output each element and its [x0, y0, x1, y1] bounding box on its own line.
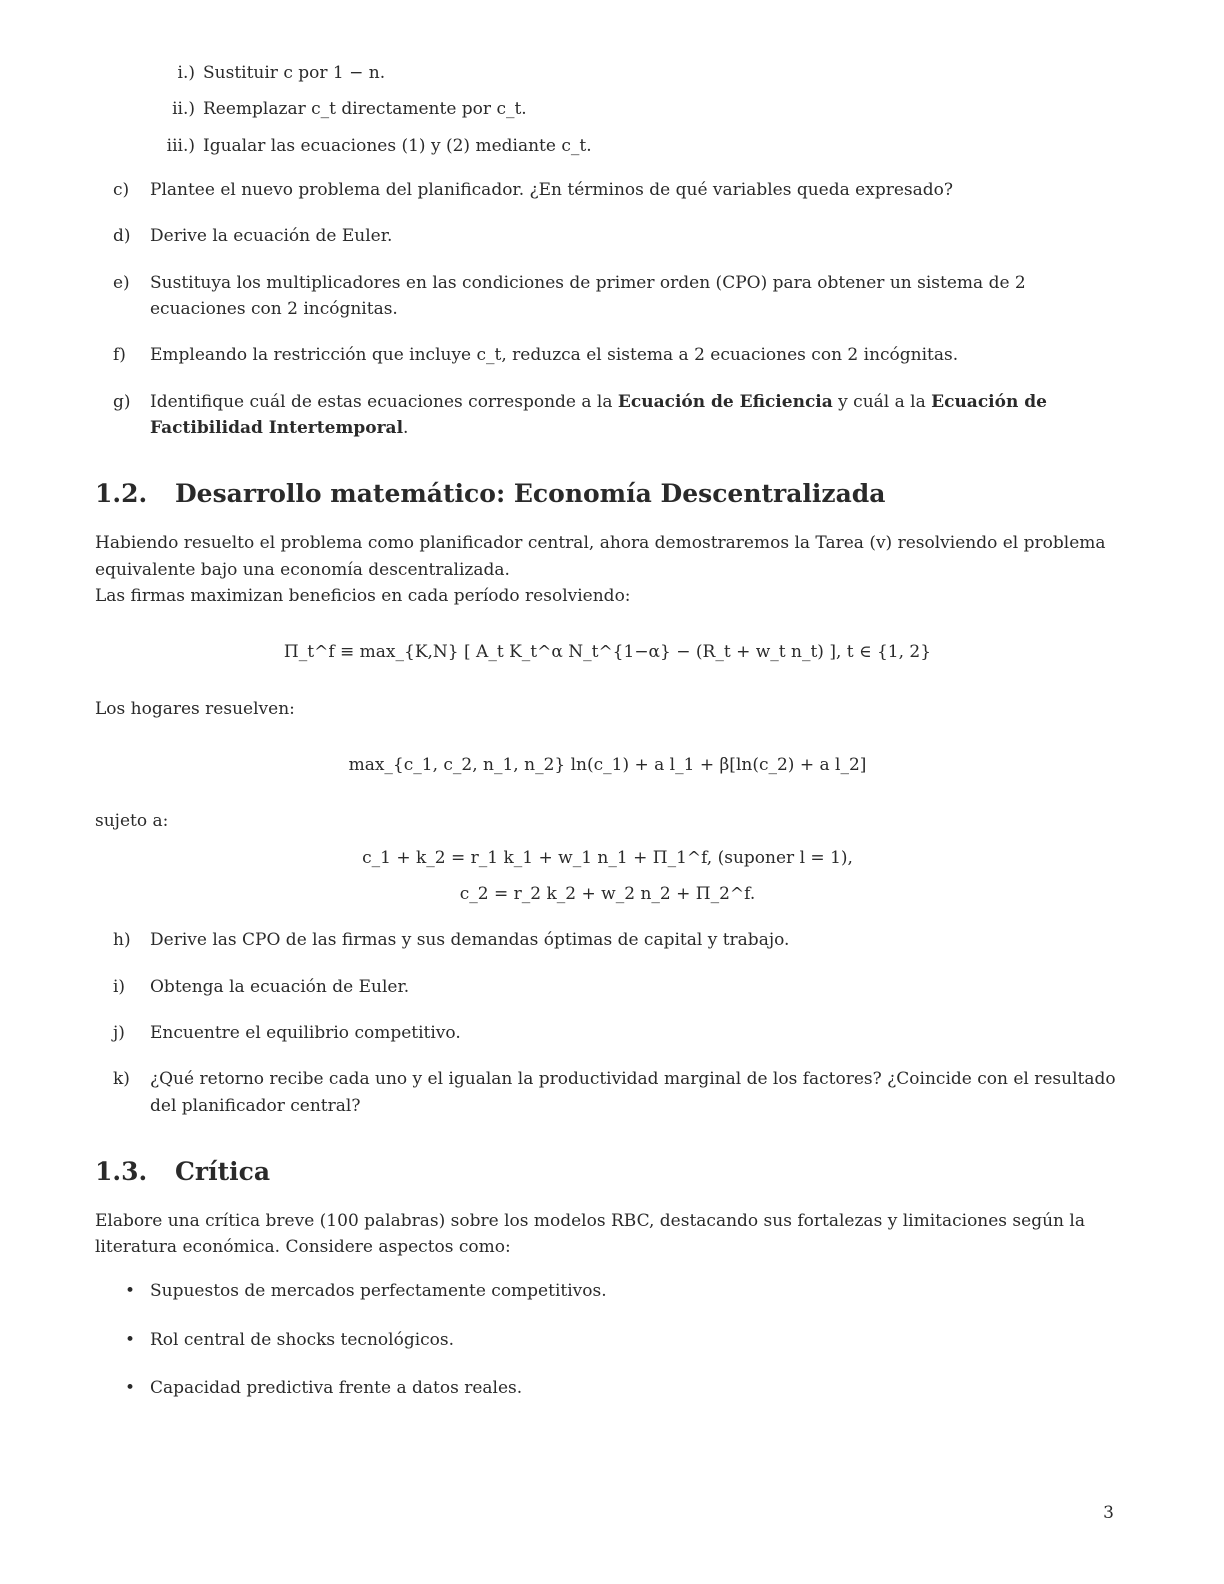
exercise-item-h	[95, 927, 1120, 953]
sub-item-text: Sustituir c por 1 − n.	[203, 63, 386, 83]
sub-item-iii	[95, 133, 1120, 159]
section-intro-line2: Las firmas maximizan beneficios en cada período resolviendo:	[95, 585, 631, 606]
item-text: Derive la ecuación de Euler.	[150, 226, 393, 247]
exercise-item-d	[95, 223, 1120, 249]
item-marker: i)	[113, 976, 126, 997]
exercise-item-i	[95, 974, 1120, 1000]
exercise-item-c	[95, 177, 1120, 203]
section-title: Desarrollo matemático: Economía Descentralizada	[175, 479, 886, 509]
item-marker: g)	[113, 391, 131, 412]
section-intro: Elabore una crítica breve (100 palabras) sobre los modelos RBC, destacando sus fortalezas y limitaciones según la literatura económica. Considere aspectos como:	[95, 1210, 1085, 1258]
item-text: ¿Qué retorno recibe cada uno y el igualan la productividad marginal de los factores? ¿Coincide con el resultado del planificador central?	[150, 1069, 1116, 1116]
item-text: Plantee el nuevo problema del planificador. ¿En términos de qué variables queda expresado?	[150, 180, 953, 201]
section-heading-1-3	[95, 1153, 1120, 1192]
section-title: Crítica	[175, 1157, 271, 1186]
bullet-text: Capacidad predictiva frente a datos reales.	[150, 1378, 523, 1399]
bullet-item	[95, 1375, 1120, 1401]
item-marker: d)	[113, 226, 131, 247]
bullet-item	[95, 1327, 1120, 1353]
households-label: Los hogares resuelven:	[95, 698, 295, 719]
sub-item-i	[95, 60, 1120, 86]
section-number: 1.2.	[95, 479, 148, 509]
page-number: 3	[1103, 1503, 1114, 1523]
section-intro: Habiendo resuelto el problema como planificador central, ahora demostraremos la Tarea (v) resolviendo el problema equivalente bajo una economía descentralizada.	[95, 533, 1106, 580]
household-objective-equation: max_{c_1, c_2, n_1, n_2} ln(c_1) + a l_1 + β[ln(c_2) + a l_2]	[348, 754, 867, 775]
item-marker: c)	[113, 180, 130, 201]
bullet-text: Rol central de shocks tecnológicos.	[150, 1329, 455, 1350]
bullet-text: Supuestos de mercados perfectamente competitivos.	[150, 1281, 607, 1302]
bullet-icon: •	[125, 1281, 136, 1302]
sub-item-marker: i.)	[177, 63, 195, 83]
bullet-item	[95, 1278, 1120, 1304]
exercise-item-g	[95, 389, 1120, 442]
item-text: Empleando la restricción que incluye c_t, reduzca el sistema a 2 ecuaciones con 2 incógnitas.	[150, 345, 959, 366]
item-text-post: .	[403, 418, 409, 439]
item-text-mid: y cuál a la	[832, 391, 932, 412]
bullet-icon: •	[125, 1378, 136, 1399]
item-marker: f)	[113, 345, 126, 366]
item-text: Sustituya los multiplicadores en las condiciones de primer orden (CPO) para obtener un sistema de 2 ecuaciones con 2 incógnitas.	[150, 272, 1026, 320]
exercise-item-j	[95, 1020, 1120, 1046]
subject-to-label: sujeto a:	[95, 811, 169, 832]
budget-constraint-2: c_2 = r_2 k_2 + w_2 n_2 + Π_2^f.	[459, 883, 756, 904]
item-marker: h)	[113, 930, 131, 951]
efficiency-equation-term: Ecuación de Eficiencia	[617, 391, 833, 412]
item-marker: j)	[113, 1022, 125, 1043]
item-text-pre: Identifique cuál de estas ecuaciones corresponde a la	[150, 391, 618, 412]
section-number: 1.3.	[95, 1157, 148, 1186]
sub-item-ii	[95, 96, 1120, 122]
exercise-item-f	[95, 342, 1120, 368]
sub-item-text: Igualar las ecuaciones (1) y (2) mediante c_t.	[203, 135, 592, 156]
bullet-icon: •	[125, 1329, 136, 1350]
item-text: Derive las CPO de las firmas y sus demandas óptimas de capital y trabajo.	[150, 930, 790, 951]
exercise-item-k	[95, 1066, 1120, 1119]
sub-item-marker: iii.)	[166, 135, 195, 156]
item-text: Obtenga la ecuación de Euler.	[150, 976, 410, 997]
page-content	[95, 60, 1120, 1423]
feasibility-equation-term: Ecuación de Factibilidad Intertemporal	[150, 391, 1047, 439]
budget-constraint-1: c_1 + k_2 = r_1 k_1 + w_1 n_1 + Π_1^f, (suponer l = 1),	[362, 847, 853, 868]
sub-item-text: Reemplazar c_t directamente por c_t.	[203, 99, 527, 120]
firm-profit-equation: Π_t^f ≡ max_{K,N} [ A_t K_t^α N_t^{1−α} − (R_t + w_t n_t) ], t ∈ {1, 2}	[283, 642, 932, 663]
item-marker: k)	[113, 1069, 130, 1090]
item-marker: e)	[113, 272, 130, 293]
section-heading-1-2	[95, 475, 1120, 514]
exercise-item-e	[95, 270, 1120, 323]
sub-item-marker: ii.)	[172, 99, 195, 120]
item-text: Encuentre el equilibrio competitivo.	[150, 1022, 461, 1043]
